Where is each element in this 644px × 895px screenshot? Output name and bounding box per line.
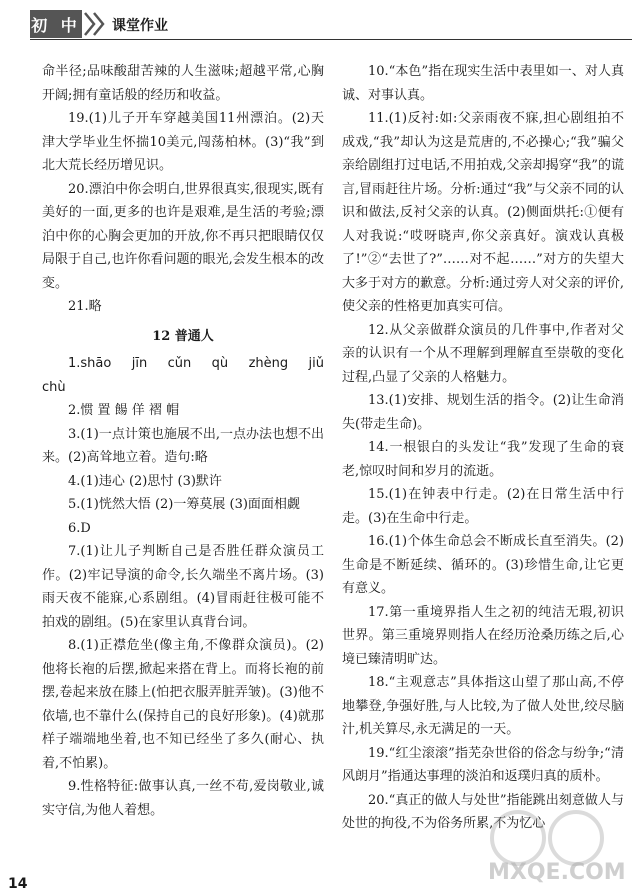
answer-paragraph: 3.(1)一点计策也施展不出,一点办法也想不出来。(2)高耸地立着。造句:略	[42, 426, 324, 465]
answer-paragraph: 2.惯 置 餳 佯 褶 帽	[68, 403, 180, 418]
answer-paragraph: 8.(1)正襟危坐(像主角,不像群众演员)。(2)他将长袍的后摆,掀起来搭在背上。而将长袍的前摆,卷起来放在膝上(怕把衣服弄脏弄皱)。(3)他不依墙,也不靠什么(保持自己的良好形象)。(4)就那样子端端地坐着,也不知已经坐了多久(耐心、执着,不怕累)。	[42, 638, 324, 771]
right-column	[342, 60, 624, 836]
answer-paragraph: 20.漂泊中你会明白,世界很真实,很现实,既有美好的一面,更多的也许是艰难,是生活的考验;漂泊中你的心胸会更加的开放,你不再只把眼睛仅仅局限于自己,也许你看问题的眼光,会发生根本的改变。	[42, 181, 324, 291]
section-title: 12 普通人	[152, 328, 214, 344]
answer-paragraph: 17.第一重境界指人生之初的纯洁无瑕,初识世界。第三重境界则指人在经历沧桑历练之后,心境已臻清明旷达。	[342, 604, 624, 667]
answer-paragraph: 10.“本色”指在现实生活中表里如一、对人真诚、对事认真。	[342, 64, 624, 103]
watermark-text: MXQE.COM	[488, 860, 626, 885]
answer-paragraph: 14.一根银白的头发让“我”发现了生命的衰老,惊叹时间和岁月的流逝。	[342, 440, 624, 479]
answer-paragraph: 15.(1)在钟表中行走。(2)在日常生活中行走。(3)在生命中行走。	[342, 487, 624, 526]
answer-paragraph: 1.shāo jīn cǔn qù zhèng jiǔ chù	[42, 356, 324, 395]
answer-paragraph: 7.(1)让儿子判断自己是否胜任群众演员工作。(2)牢记导演的命令,长久端坐不离片场。(3)雨天夜不能寐,心系剧组。(4)冒雨赶往极可能不拍戏的剧组。(5)在家里认真背台词。	[42, 544, 324, 630]
answer-paragraph: 21.略	[68, 299, 102, 314]
answer-paragraph: 4.(1)违心 (2)思忖 (3)默许	[68, 473, 222, 489]
answer-paragraph: 11.(1)反衬:如:父亲雨夜不寐,担心剧组拍不成戏,“我”却认为这是荒唐的,不必操心;“我”骗父亲给剧组打过电话,不用拍戏,父亲却揭穿“我”的谎言,冒雨赶往片场。分析:通过“我”与父亲不同的认识和做法,反衬父亲的认真。(2)侧面烘托:①便有人对我说:“哎呀晓声,你父亲真好。演戏认真极了!”②“去世了?”……对不起……”对方的失望大大多于对方的歉意。分析:通过旁人对父亲的评价,使父亲的性格更加真实可信。	[342, 111, 624, 314]
level-badge: 初 中	[30, 10, 82, 38]
answer-paragraph: 18.“主观意志”具体指这山望了那山高,不停地攀登,争强好胜,与人比较,为了做人处世,绞尽脑汁,机关算尽,永无满足的一天。	[342, 675, 624, 737]
answer-paragraph: 20.“真正的做人与处世”指能跳出刻意做人与处世的拘役,不为俗务所累,不为忆心	[342, 792, 624, 831]
answer-paragraph: 12.从父亲做群众演员的几件事中,作者对父亲的认识有一个从不理解到理解直至崇敬的变化过程,凸显了父亲的人格魅力。	[342, 322, 624, 385]
left-column	[42, 60, 324, 822]
double-chevron-icon	[82, 10, 108, 38]
answer-paragraph: 13.(1)安排、规划生活的指令。(2)让生命消失(带走生命)。	[342, 393, 624, 432]
answer-paragraph: 9.性格特征:做事认真,一丝不苟,爱岗敬业,诚实守信,为他人着想。	[42, 779, 324, 818]
answer-paragraph: 5.(1)恍然大悟 (2)一筹莫展 (3)面面相觑	[68, 497, 300, 512]
header-divider	[30, 39, 632, 40]
page-number: 14	[8, 876, 28, 892]
answer-paragraph: 19.(1)儿子开车穿越美国11州漂泊。(2)天津大学毕业生怀揣10美元,闯荡柏林。(3)“我”到北大荒长经历增见识。	[42, 111, 324, 173]
answer-paragraph: 19.“红尘滚滚”指芜杂世俗的俗念与纷争;“清风朗月”指通达事理的淡泊和返璞归真的质朴。	[342, 745, 624, 784]
book-title: 课堂作业	[112, 18, 168, 34]
page-header	[0, 0, 644, 40]
answer-paragraph: 命半径;品味酸甜苦辣的人生滋味;超越平常,心胸开阔;拥有童话般的经历和收益。	[42, 64, 324, 103]
answer-paragraph: 6.D	[68, 520, 91, 536]
answer-paragraph: 16.(1)个体生命总会不断成长直至消失。(2)生命是不断延续、循环的。(3)珍惜生命,让它更有意义。	[342, 534, 624, 596]
